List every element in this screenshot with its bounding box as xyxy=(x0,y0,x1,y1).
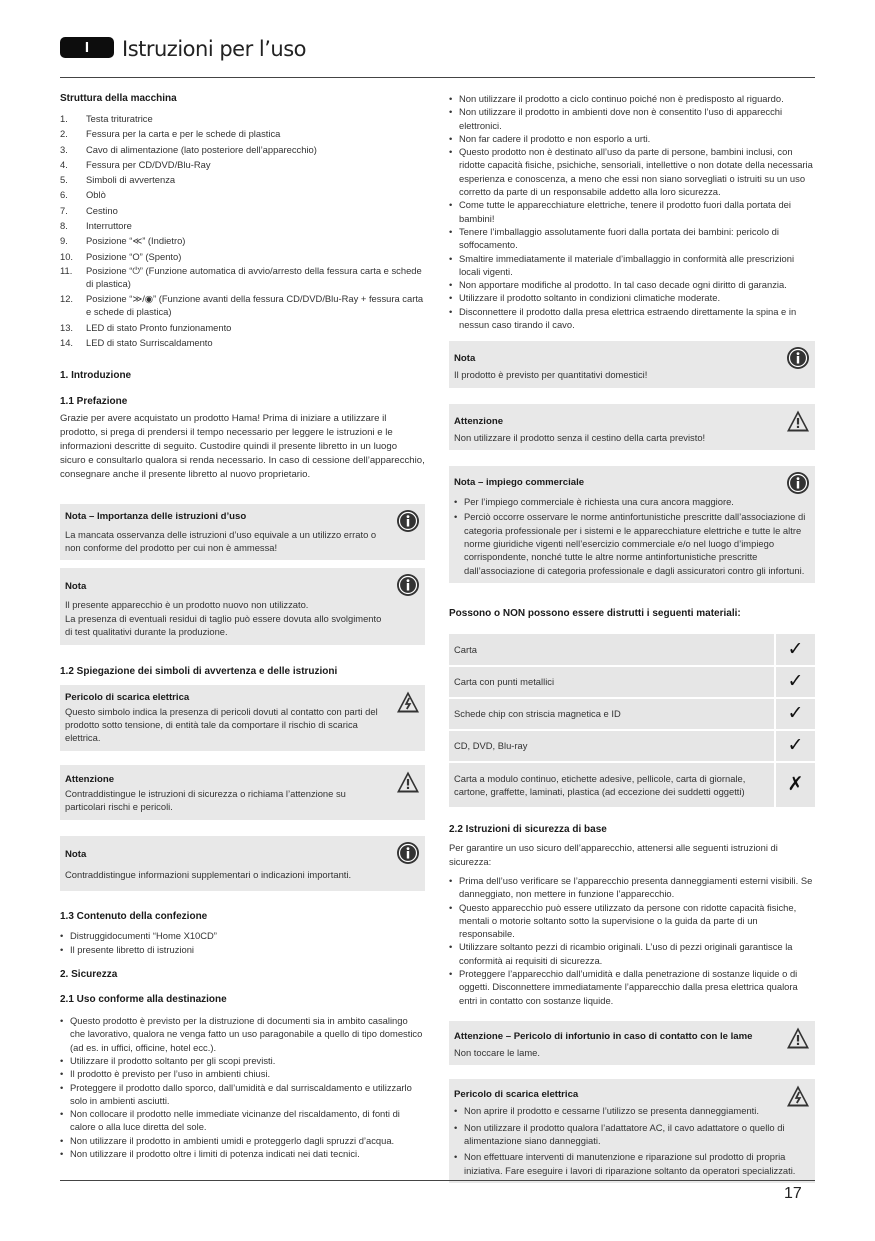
table-row xyxy=(449,698,815,730)
electric-hazard-icon xyxy=(396,690,420,714)
electric-hazard-icon xyxy=(786,1084,810,1108)
list-item: 1. Testa trituratrice xyxy=(60,113,153,124)
box-body: Il presente apparecchio è un prodotto nuovo non utilizzato. xyxy=(65,599,309,611)
table-row xyxy=(449,730,815,762)
contents-heading: 1.3 Contenuto della confezione xyxy=(60,911,208,923)
material-label: Carta a modulo continuo, etichette adesive, pellicole, carta di giornale, cartone, graffette, laminati, plastica (ad eccezione dei suddetti oggetti) xyxy=(449,762,775,808)
box-body: Contraddistingue le istruzioni di sicurezza o richiama l’attenzione su particolari rischi e pericoli. xyxy=(65,787,346,813)
list-item: • Distruggidocumenti “Home X10CD” xyxy=(60,929,425,943)
check-icon: ✓ xyxy=(775,698,815,730)
safety-heading: 2. Sicurezza xyxy=(60,969,118,981)
list-item: • Tenere l’imballaggio assolutamente fuori dalla portata dei bambini: pericolo di soffocamento. xyxy=(449,225,815,252)
box-title: Nota – impiego commerciale xyxy=(454,477,585,489)
table-row xyxy=(449,666,815,698)
list-item: • Utilizzare il prodotto soltanto in condizioni climatiche moderate. xyxy=(449,291,815,304)
warning-triangle-icon xyxy=(396,770,420,794)
note-box-instructions xyxy=(60,504,425,561)
list-item: • Non effettuare interventi di manutenzione e riparazione sul prodotto di propria iniziativa. Fare eseguire i lavori di riparazione soltanto da operatori specializzati. xyxy=(454,1150,810,1177)
list-item: 11. Posizione “⏻” (Funzione automatica di avvio/arresto della fessura carta e schede di plastica) xyxy=(60,264,422,289)
list-item: • Prima dell’uso verificare se l’apparecchio presenta danneggiamenti esterni visibili. Se danneggiato, non mettere in funzione l’apparecchio. xyxy=(449,874,815,901)
left-column xyxy=(60,90,425,1160)
list-item: • Proteggere il prodotto dallo sporco, dall’umidità e dal surriscaldamento e utilizzarlo solo in ambienti asciutti. xyxy=(60,1081,425,1108)
info-circle-icon xyxy=(786,346,810,370)
check-icon: ✓ xyxy=(775,634,815,666)
preface-text: Grazie per avere acquistato un prodotto Hama! Prima di iniziare a utilizzare il prodotto, si prega di prendersi il tempo necessario per leggere le istruzioni e le informazioni descritte di seguito. Custodire quindi il presente libretto in un luogo sicuro e consultarlo qualora si renda necessario. In caso di cessione dell’apparecchio, consegnare anche il presente libretto al nuovo proprietario. xyxy=(60,412,425,480)
check-icon: ✓ xyxy=(775,730,815,762)
list-item: • Utilizzare soltanto pezzi di ricambio originali. L’uso di pezzi originali garantisce la conformità ai requisiti di sicurezza. xyxy=(449,940,815,967)
list-item: • Non utilizzare il prodotto in ambienti dove non è consentito l’uso di apparecchi elettronici. xyxy=(449,105,815,132)
box-title: Nota xyxy=(65,848,87,860)
intended-use-list xyxy=(60,1014,425,1160)
basic-safety-intro: Per garantire un uso sicuro dell’apparecchio, attenersi alle seguenti istruzioni di sicurezza: xyxy=(449,841,778,867)
list-item: 3. Cavo di alimentazione (lato posteriore dell’apparecchio) xyxy=(60,143,317,155)
preface-heading: 1.1 Prefazione xyxy=(60,395,128,407)
list-item: • Questo apparecchio può essere utilizzato da persone con ridotte capacità fisiche, mentali o motorie soltanto sotto la supervisione o la guida da parte di un responsabile. xyxy=(449,901,815,941)
box-title: Attenzione – Pericolo di infortunio in caso di contatto con le lame xyxy=(454,1030,753,1042)
list-item: 6. Oblò xyxy=(60,189,106,201)
page-title: Istruzioni per l’uso xyxy=(122,37,307,61)
materials-heading: Possono o NON possono essere distrutti i seguenti materiali: xyxy=(449,607,741,619)
material-label: CD, DVD, Blu-ray xyxy=(449,730,775,762)
list-item: • Questo prodotto non è destinato all’uso da parte di persone, bambini inclusi, con ridotte capacità fisiche, psichiche, sensoriali, intellettive o non dotate della necessaria esperienza e conoscenza, a meno che essi non siano sorvegliati o istruiti su un uso corretto da parte di un responsabile addetto alla loro sicurezza. xyxy=(449,145,815,198)
note-box-domestic xyxy=(449,341,815,387)
info-circle-icon xyxy=(396,509,420,533)
box-body: Questo simbolo indica la presenza di pericoli dovuti al contatto con parti del prodotto sotto tensione, di entità tale da comportare il rischio di scarica elettrica. xyxy=(65,705,378,744)
box-title: Nota xyxy=(65,581,87,593)
box-title: Nota xyxy=(454,353,476,365)
list-item: • Non far cadere il prodotto e non esporlo a urti. xyxy=(449,132,815,145)
list-item: 7. Cestino xyxy=(60,204,118,216)
list-item: 5. Simboli di avvertenza xyxy=(60,174,176,186)
box-title: Pericolo di scarica elettrica xyxy=(65,691,190,703)
basic-safety-list xyxy=(449,874,815,1007)
list-item: • Perciò occorre osservare le norme antinfortunistiche prescritte dall’associazione di categoria professionale per i sistemi e le apparecchiature elettriche e tutte le altre norme giuridiche vigenti nell’esercizio commerciale e/o nel luogo d’impiego corrispondente, nonché tutte le altre norme antinfortunistiche prescritte dall’associazione di categoria professionale e dagli assicuratori contro gli infortuni. xyxy=(454,510,810,576)
list-item: 4. Fessura per CD/DVD/Blu-Ray xyxy=(60,158,211,170)
blade-warning-box xyxy=(449,1021,815,1065)
list-item: • Utilizzare il prodotto soltanto per gli scopi previsti. xyxy=(60,1054,425,1067)
electric-hazard-box-2 xyxy=(449,1079,815,1182)
header-rule xyxy=(60,77,815,78)
info-circle-icon xyxy=(396,573,420,597)
list-item: • Il prodotto è previsto per l’uso in ambienti chiusi. xyxy=(60,1067,425,1080)
info-circle-icon xyxy=(786,471,810,495)
basic-safety-heading: 2.2 Istruzioni di sicurezza di base xyxy=(449,823,607,835)
list-item: • Proteggere l’apparecchio dall’umidità e dalla penetrazione di sostanze liquide o di oggetti. Disconnettere immediatamente l’apparecchio dalla presa elettrica qualora entri in contatto con sostanze liquide. xyxy=(449,967,815,1007)
box-body: Non utilizzare il prodotto senza il cestino della carta previsto! xyxy=(454,431,706,443)
box-body: Non toccare le lame. xyxy=(454,1046,540,1058)
materials-table xyxy=(449,634,815,809)
note-box-info xyxy=(60,836,425,891)
list-item: • Per l’impiego commerciale è richiesta una cura ancora maggiore. xyxy=(454,495,810,508)
box-title: Attenzione xyxy=(454,415,504,427)
cross-icon: ✗ xyxy=(775,762,815,808)
right-column xyxy=(449,92,815,1183)
list-item: • Non collocare il prodotto nelle immediate vicinanze del riscaldamento, di fonti di calore o alla luce diretta del sole. xyxy=(60,1107,425,1134)
box-title: Nota – Importanza delle istruzioni d’uso xyxy=(65,510,247,522)
list-item: • Non apportare modifiche al prodotto. In tal caso decade ogni diritto di garanzia. xyxy=(449,278,815,291)
electric-hazard-box xyxy=(60,685,425,751)
list-item: • Questo prodotto è previsto per la distruzione di documenti sia in ambito casalingo che lavorativo, qualora ne venga fatto un uso paragonabile a quello di tipo domestico (ad es. in uffici, officine, hotel ecc.). xyxy=(60,1014,425,1054)
material-label: Carta con punti metallici xyxy=(449,666,775,698)
structure-list xyxy=(60,111,425,351)
electric-list xyxy=(454,1104,810,1176)
list-item: 12. Posizione “≫/◉” (Funzione avanti della fessura CD/DVD/Blu-Ray + fessura carta e schede di plastica) xyxy=(60,292,424,317)
list-item: • Non utilizzare il prodotto in ambienti umidi e proteggerlo dagli spruzzi d’acqua. xyxy=(60,1134,425,1147)
intro-heading: 1. Introduzione xyxy=(60,369,132,381)
structure-heading: Struttura della macchina xyxy=(60,93,177,104)
list-item: • Non utilizzare il prodotto a ciclo continuo poiché non è predisposto al riguardo. xyxy=(449,92,815,105)
list-item: 10. Posizione “O” (Spento) xyxy=(60,250,182,262)
material-label: Carta xyxy=(449,634,775,666)
list-item: • Non aprire il prodotto e cessarne l’utilizzo se presenta danneggiamenti. xyxy=(454,1104,810,1117)
lang-badge: I xyxy=(60,37,114,58)
check-icon: ✓ xyxy=(775,666,815,698)
symbols-heading: 1.2 Spiegazione dei simboli di avvertenza e delle istruzioni xyxy=(60,665,338,677)
attention-box xyxy=(60,765,425,820)
table-row xyxy=(449,634,815,666)
contents-list xyxy=(60,929,425,957)
note-box-commercial xyxy=(449,466,815,583)
list-item: 2. Fessura per la carta e per le schede di plastica xyxy=(60,128,281,140)
warning-triangle-icon xyxy=(786,409,810,433)
note-box-new-product xyxy=(60,568,425,644)
box-title: Attenzione xyxy=(65,773,115,785)
attention-box-basket xyxy=(449,404,815,450)
table-row xyxy=(449,762,815,808)
list-item: 14. LED di stato Surriscaldamento xyxy=(60,337,213,349)
safety-list xyxy=(449,92,815,331)
list-item: • Il presente libretto di istruzioni xyxy=(60,943,425,957)
list-item: 8. Interruttore xyxy=(60,220,132,232)
list-item: • Smaltire immediatamente il materiale d’imballaggio in conformità alle prescrizioni locali vigenti. xyxy=(449,252,815,279)
list-item: 13. LED di stato Pronto funzionamento xyxy=(60,321,232,333)
footer-rule xyxy=(60,1180,815,1181)
warning-triangle-icon xyxy=(786,1026,810,1050)
box-body: Il prodotto è previsto per quantitativi domestici! xyxy=(454,369,648,381)
intended-use-heading: 2.1 Uso conforme alla destinazione xyxy=(60,994,227,1006)
list-item: • Come tutte le apparecchiature elettriche, tenere il prodotto fuori dalla portata dei bambini! xyxy=(449,198,815,225)
box-body: La presenza di eventuali residui di taglio può essere dovuta allo svolgimento di test qualitativi durante la produzione. xyxy=(65,612,382,638)
material-label: Schede chip con striscia magnetica e ID xyxy=(449,698,775,730)
box-body: La mancata osservanza delle istruzioni d’uso equivale a un utilizzo errato o non conforme del prodotto per cui non è ammessa! xyxy=(65,528,377,553)
list-item: • Non utilizzare il prodotto qualora l’adattatore AC, il cavo adattatore o quello di alimentazione siano danneggiati. xyxy=(454,1121,810,1148)
box-body: Contraddistingue informazioni supplementari o indicazioni importanti. xyxy=(65,868,352,880)
list-item: • Disconnettere il prodotto dalla presa elettrica estraendo direttamente la spina e in nessun caso tirando il cavo. xyxy=(449,305,815,332)
box-title: Pericolo di scarica elettrica xyxy=(454,1089,579,1101)
page-number: 17 xyxy=(784,1185,802,1202)
commercial-list xyxy=(454,495,810,577)
list-item: 9. Posizione “≪” (Indietro) xyxy=(60,235,186,247)
info-circle-icon xyxy=(396,841,420,865)
list-item: • Non utilizzare il prodotto oltre i limiti di potenza indicati nei dati tecnici. xyxy=(60,1147,425,1160)
